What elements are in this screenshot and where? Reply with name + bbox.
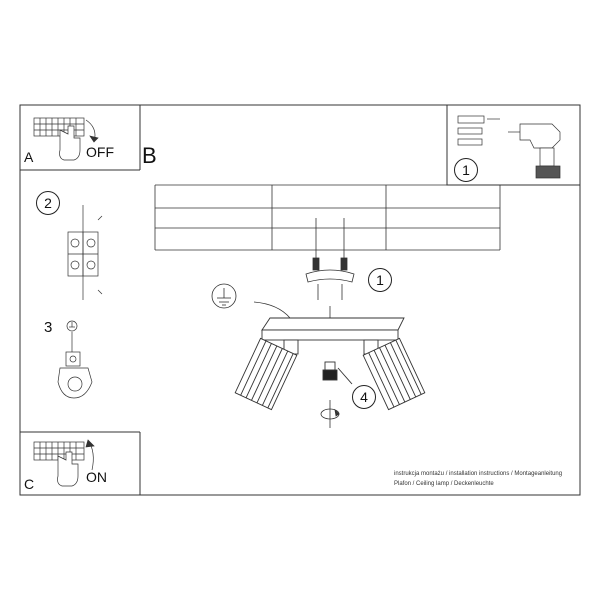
mounting-bracket: [306, 218, 354, 318]
callout-ground: 3: [44, 319, 53, 336]
step-c-label: C: [24, 476, 35, 492]
off-label: OFF: [86, 144, 114, 160]
caption-line-1: instrukcja montażu / installation instructions / Montageanleitung: [394, 471, 563, 477]
callout-drill: 1: [454, 158, 478, 182]
terminal-block-icon: [68, 205, 102, 300]
breaker-panel-icon: [34, 118, 84, 136]
callout-bracket: 1: [368, 268, 392, 292]
ceiling-lamp-icon: [235, 318, 425, 410]
ground-symbol-icon-large: [212, 284, 290, 318]
callout-wiring: 2: [36, 191, 60, 215]
frame-lines: [20, 105, 580, 495]
step-a-label: A: [24, 149, 34, 165]
ground-symbol-icon: [58, 321, 92, 398]
ceiling-panel: [155, 185, 500, 250]
callout-bulb: 4: [352, 385, 376, 409]
rotate-arrow-icon: [321, 400, 339, 428]
caption-line-2: Plafon / Ceiling lamp / Deckenleuchte: [394, 481, 494, 487]
step-b-label: B: [142, 143, 157, 168]
on-label: ON: [86, 469, 107, 485]
